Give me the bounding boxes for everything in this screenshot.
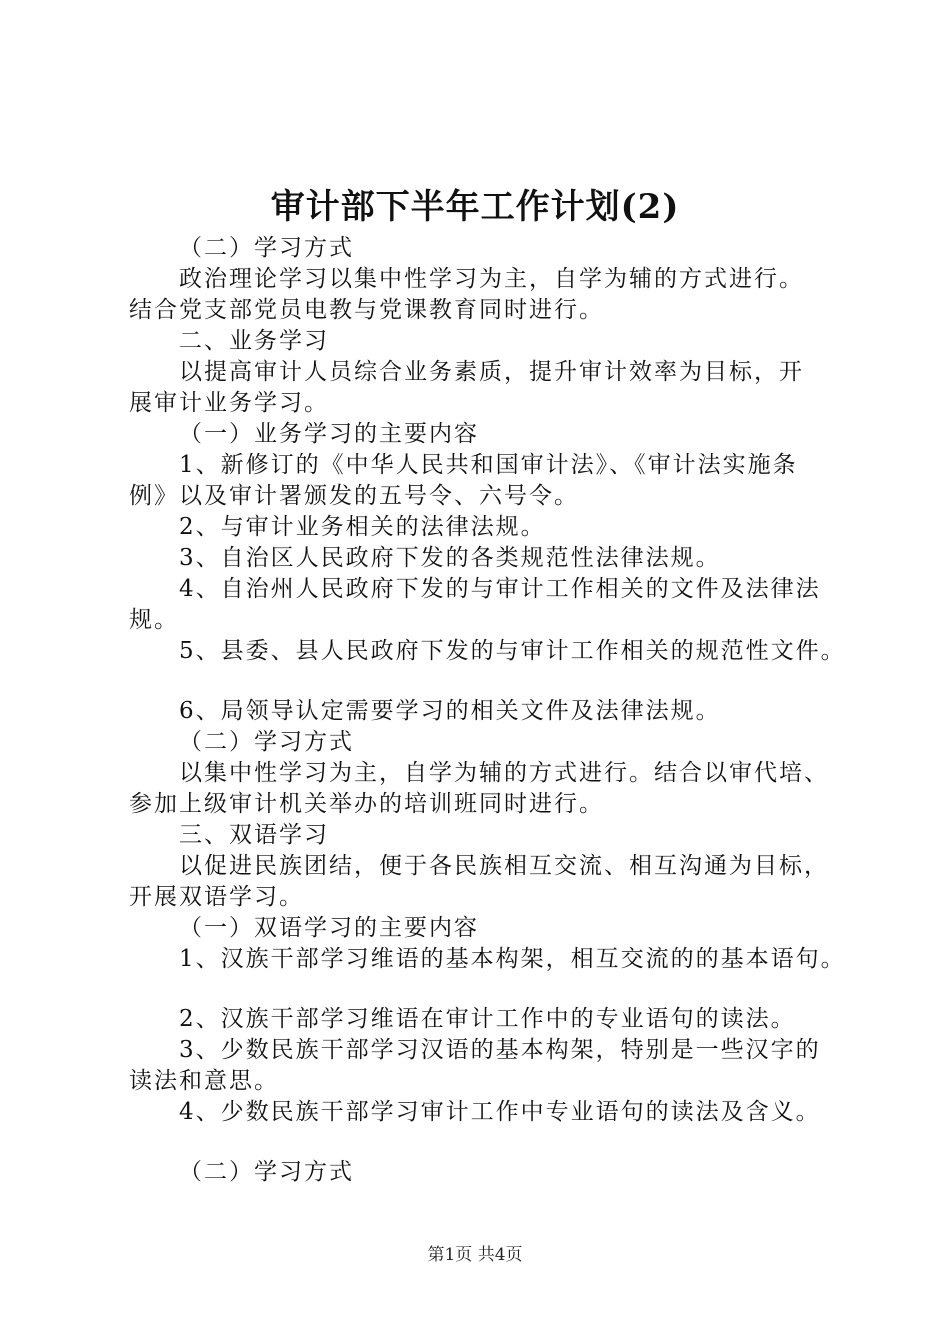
section-heading: （二）学习方式: [179, 729, 354, 755]
list-item-continuation: 规。: [129, 607, 179, 633]
paragraph-line: 参加上级审计机关举办的培训班同时进行。: [129, 791, 604, 817]
list-item: 2、汉族干部学习维语在审计工作中的专业语句的读法。: [179, 1006, 796, 1032]
section-heading: 三、双语学习: [179, 822, 329, 848]
list-item: 3、少数民族干部学习汉语的基本构架，特别是一些汉字的: [179, 1037, 821, 1063]
document-title: 审计部下半年工作计划(2): [270, 187, 680, 227]
list-item: 4、自治州人民政府下发的与审计工作相关的文件及法律法: [179, 576, 821, 602]
section-heading: （一）业务学习的主要内容: [179, 421, 479, 447]
paragraph-line: 结合党支部党员电教与党课教育同时进行。: [129, 297, 604, 323]
document-body: [129, 233, 849, 1188]
list-item-continuation: 读法和意思。: [129, 1068, 279, 1094]
paragraph-line: 以促进民族团结，便于各民族相互交流、相互沟通为目标，: [179, 853, 829, 879]
section-heading: （二）学习方式: [179, 1159, 354, 1185]
section-heading: （一）双语学习的主要内容: [179, 915, 479, 941]
page-footer: 第1页 共4页: [427, 1245, 523, 1265]
paragraph-line: 以提高审计人员综合业务素质，提升审计效率为目标，开: [179, 359, 804, 385]
list-item: 1、汉族干部学习维语的基本构架，相互交流的的基本语句。: [179, 946, 846, 972]
list-item: 5、县委、县人民政府下发的与审计工作相关的规范性文件。: [179, 638, 846, 664]
list-item: 3、自治区人民政府下发的各类规范性法律法规。: [179, 545, 721, 571]
paragraph-line: 政治理论学习以集中性学习为主，自学为辅的方式进行。: [179, 266, 804, 292]
list-item-continuation: 例》以及审计署颁发的五号令、六号令。: [129, 483, 579, 509]
list-item: 1、新修订的《中华人民共和国审计法》、《审计法实施条: [179, 452, 798, 478]
list-item: 4、少数民族干部学习审计工作中专业语句的读法及含义。: [179, 1099, 821, 1125]
section-heading: 二、业务学习: [179, 328, 329, 354]
list-item: 2、与审计业务相关的法律法规。: [179, 514, 546, 540]
list-item: 6、局领导认定需要学习的相关文件及法律法规。: [179, 698, 721, 724]
section-heading: （二）学习方式: [179, 235, 354, 261]
paragraph-line: 开展双语学习。: [129, 884, 304, 910]
paragraph-line: 展审计业务学习。: [129, 390, 329, 416]
paragraph-line: 以集中性学习为主，自学为辅的方式进行。结合以审代培、: [179, 760, 829, 786]
